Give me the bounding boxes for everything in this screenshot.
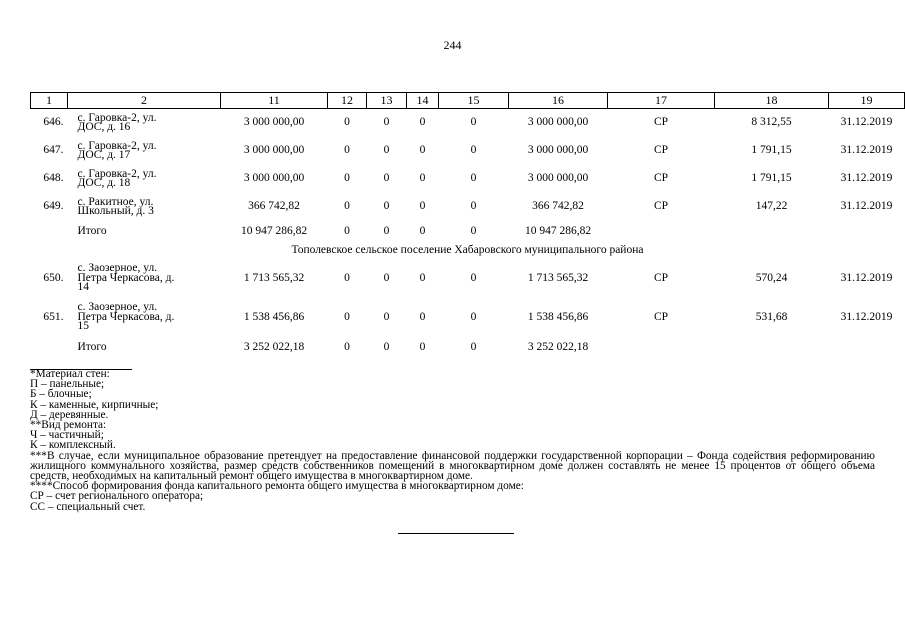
cell-15: 0	[470, 271, 477, 284]
address-cell	[68, 137, 221, 165]
cell-18: 570,24	[755, 271, 788, 284]
cell-14: 0	[419, 310, 426, 323]
cell-16: 10 947 286,82	[524, 225, 592, 237]
cell-17: СР	[653, 310, 669, 323]
cell-13: 0	[383, 225, 390, 237]
address-line: с. Гаровка-2, ул.	[77, 111, 157, 124]
cell-13: 0	[383, 310, 390, 323]
footnote-line: К – комплексный.	[30, 439, 116, 452]
address-line: ДОС, д. 18	[77, 177, 131, 189]
cell-13: 0	[383, 200, 390, 213]
cell-19: 31.12.2019	[840, 172, 893, 185]
footnote-line: СР – счет регионального оператора;	[30, 490, 204, 503]
table-row	[31, 137, 905, 165]
address-line: с. Заозерное, ул.	[77, 301, 158, 314]
cell-16: 3 000 000,00	[527, 116, 589, 129]
cell-12: 0	[344, 271, 350, 284]
column-header: 13	[367, 93, 407, 109]
cell-16: 1 538 456,86	[527, 310, 589, 323]
footnote-line: *Материал стен:	[30, 368, 110, 380]
cell-14: 0	[419, 172, 426, 185]
cell-19: 31.12.2019	[840, 310, 893, 323]
cell-11: 10 947 286,82	[240, 225, 308, 237]
cell-12: 0	[344, 341, 350, 353]
cell-15: 0	[470, 341, 477, 353]
address-cell	[68, 109, 221, 138]
cell-16: 3 252 022,18	[527, 341, 589, 353]
address-cell	[68, 193, 221, 221]
cell-15: 0	[470, 225, 477, 237]
address-cell	[68, 165, 221, 193]
row-number: 646.	[43, 116, 64, 129]
table-row	[31, 259, 905, 298]
cell-13: 0	[383, 271, 390, 284]
cell-11: 366 742,82	[248, 200, 300, 213]
end-divider	[398, 533, 514, 534]
cell-18: 531,68	[755, 310, 788, 323]
column-header: 2	[68, 93, 221, 109]
footnote-line: Б – блочные;	[30, 388, 92, 401]
cell-11: 3 000 000,00	[243, 116, 305, 129]
cell-17: СР	[653, 200, 669, 213]
cell-14: 0	[419, 144, 426, 157]
cell-11: 3 252 022,18	[243, 341, 305, 353]
column-header: 11	[221, 93, 328, 109]
cell-15: 0	[470, 310, 477, 323]
section-heading: Тополевское сельское поселение Хабаровского муниципального района	[291, 244, 644, 256]
footnote-line: СС – специальный счет.	[30, 500, 146, 513]
cell-18: 1 791,15	[751, 172, 792, 185]
cell-14: 0	[419, 116, 426, 129]
cell-19: 31.12.2019	[840, 144, 893, 157]
cell-13: 0	[383, 172, 390, 185]
cell-14: 0	[419, 271, 426, 284]
address-line: ДОС, д. 16	[77, 121, 131, 133]
footnote-line: Ч – частичный;	[30, 429, 104, 442]
column-header: 16	[509, 93, 608, 109]
address-cell	[68, 259, 221, 298]
cell-14: 0	[419, 200, 426, 213]
cell-13: 0	[383, 116, 390, 129]
cell-12: 0	[344, 172, 350, 185]
address-cell	[68, 298, 221, 337]
total-label: Итого	[77, 225, 107, 237]
footnotes	[30, 369, 875, 512]
table-row	[31, 193, 905, 221]
footnote-line: **Вид ремонта:	[30, 419, 107, 432]
cell-17: СР	[653, 271, 669, 284]
cell-16: 1 713 565,32	[527, 271, 589, 284]
row-number: 648.	[43, 172, 64, 185]
total-row	[31, 337, 905, 357]
cell-11: 3 000 000,00	[243, 172, 305, 185]
cell-16: 366 742,82	[532, 200, 584, 213]
address-line: 14	[77, 281, 89, 294]
table-header-row	[31, 93, 905, 109]
cell-15: 0	[470, 200, 477, 213]
address-line: с. Заозерное, ул.	[77, 262, 158, 275]
cell-15: 0	[470, 172, 477, 185]
cell-17: СР	[653, 144, 669, 157]
cell-18: 1 791,15	[751, 144, 792, 157]
footnote-line: ****Способ формирования фонда капитального ремонта общего имущества в многоквартирном доме:	[30, 480, 524, 493]
page-number: 244	[443, 38, 462, 52]
cell-12: 0	[344, 116, 350, 129]
cell-12: 0	[344, 310, 350, 323]
table-row	[31, 165, 905, 193]
address-line: Петра Черкасова, д.	[77, 271, 175, 284]
footnote-line: Д – деревянные.	[30, 408, 109, 421]
section-row	[31, 241, 905, 259]
footnote-line: П – панельные;	[30, 378, 105, 391]
column-header: 15	[439, 93, 509, 109]
address-line: с. Гаровка-2, ул.	[77, 167, 157, 180]
column-header: 1	[31, 93, 68, 109]
cell-17: СР	[653, 172, 669, 185]
cell-12: 0	[344, 225, 350, 237]
cell-11: 1 713 565,32	[243, 271, 305, 284]
column-header: 12	[328, 93, 367, 109]
table-row	[31, 298, 905, 337]
cell-12: 0	[344, 200, 350, 213]
cell-14: 0	[419, 341, 426, 353]
address-line: Петра Черкасова, д.	[77, 310, 175, 323]
address-line: с. Гаровка-2, ул.	[77, 139, 157, 152]
cell-19: 31.12.2019	[840, 116, 893, 129]
address-line: Школьный, д. 3	[77, 205, 154, 217]
cell-16: 3 000 000,00	[527, 172, 589, 185]
cell-19: 31.12.2019	[840, 271, 893, 284]
address-line: с. Ракитное, ул.	[77, 195, 154, 208]
row-number: 651.	[43, 310, 64, 323]
column-header: 19	[829, 93, 905, 109]
row-number: 649.	[43, 200, 64, 213]
cell-13: 0	[383, 341, 390, 353]
total-row	[31, 221, 905, 241]
cell-16: 3 000 000,00	[527, 144, 589, 157]
address-line: 15	[77, 320, 89, 333]
cell-15: 0	[470, 144, 477, 157]
address-line: ДОС, д. 17	[77, 149, 131, 161]
footnote-paragraph: ***В случае, если муниципальное образование претендует на предоставление финансовой поддержки государственной корпорации – Фонда содействия реформированию жилищного коммунального хозяйства, размер средств собственников помещений в многоквартирном доме должен составлять не менее 15 процентов от общего объема средств, необходимых на капитальный ремонт общего имущества в многоквартирном доме.	[30, 449, 875, 483]
cell-15: 0	[470, 116, 477, 129]
footnote-line: К – каменные, кирпичные;	[30, 398, 159, 411]
column-header: 18	[715, 93, 829, 109]
capital-repair-table	[30, 92, 905, 357]
row-number: 650.	[43, 271, 64, 284]
cell-17: СР	[653, 116, 669, 129]
cell-11: 3 000 000,00	[243, 144, 305, 157]
table-row	[31, 109, 905, 138]
cell-19: 31.12.2019	[840, 200, 893, 213]
cell-11: 1 538 456,86	[243, 310, 305, 323]
cell-12: 0	[344, 144, 350, 157]
cell-13: 0	[383, 144, 390, 157]
cell-18: 147,22	[755, 200, 788, 213]
total-label: Итого	[77, 341, 107, 353]
column-header: 14	[407, 93, 439, 109]
cell-18: 8 312,55	[751, 116, 792, 129]
cell-14: 0	[419, 225, 426, 237]
column-header: 17	[608, 93, 715, 109]
row-number: 647.	[43, 144, 64, 157]
